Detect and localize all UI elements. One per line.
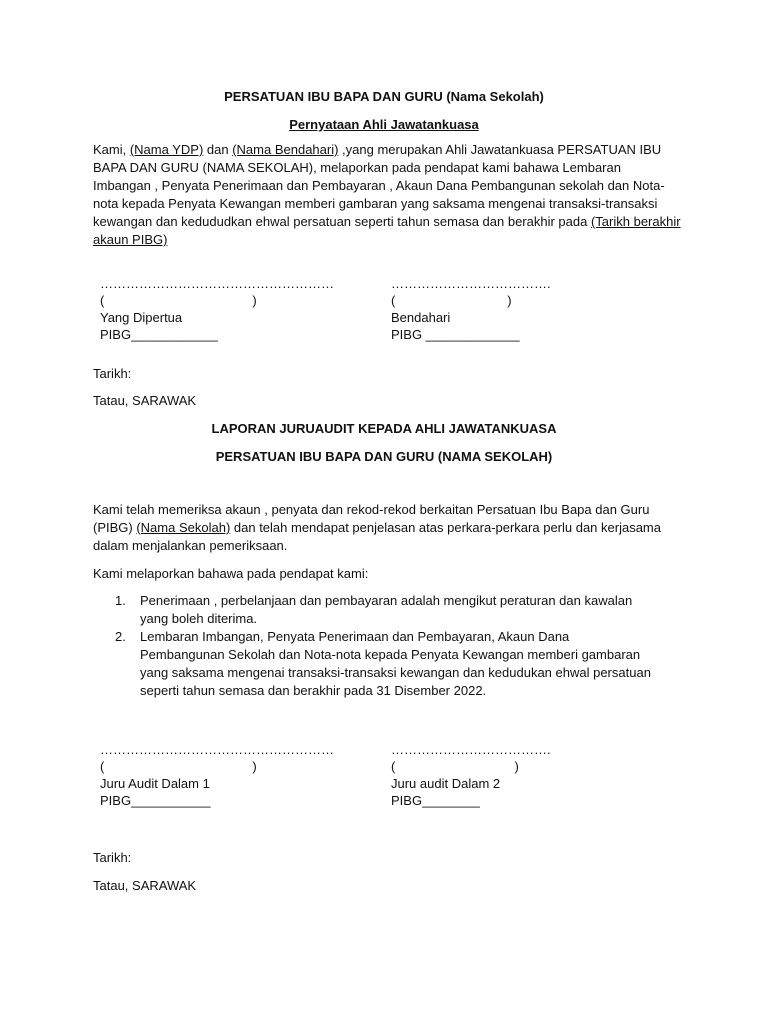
tarikh-label: Tarikh:	[93, 366, 132, 381]
signature-name-parens: ( )	[100, 759, 257, 774]
signature-block-auditor-2	[391, 741, 551, 809]
signature-org: PIBG____________	[100, 327, 218, 342]
report-intro: Kami melaporkan bahawa pada pendapat kami:	[93, 566, 369, 581]
signature-line: ………………………………………………	[100, 276, 334, 291]
signature-line: ………………………………………………	[100, 742, 334, 757]
place-label: Tatau, SARAWAK	[93, 393, 197, 408]
ydp-placeholder: (Nama YDP)	[129, 142, 204, 157]
report-title: LAPORAN JURUAUDIT KEPADA AHLI JAWATANKUASA	[211, 421, 557, 436]
signature-block-ydp	[100, 275, 334, 343]
document-title: PERSATUAN IBU BAPA DAN GURU (Nama Sekolah)	[224, 89, 544, 104]
signature-role: Bendahari	[391, 310, 451, 325]
signature-line: ……………………………….	[391, 742, 551, 757]
signature-org: PIBG _____________	[391, 327, 520, 342]
bendahari-placeholder: (Nama Bendahari)	[232, 142, 339, 157]
signature-role: Juru Audit Dalam 1	[100, 776, 210, 791]
report-subtitle: PERSATUAN IBU BAPA DAN GURU (NAMA SEKOLAH)	[215, 449, 553, 464]
place-label: Tatau, SARAWAK	[93, 878, 197, 893]
signature-line: ……………………………….	[391, 276, 551, 291]
list-item: 1. Penerimaan , perbelanjaan dan pembayaran adalah mengikut peraturan dan kawalan yang boleh diterima.	[115, 593, 633, 626]
signature-name-parens: ( )	[100, 293, 257, 308]
signature-block-bendahari	[391, 275, 551, 343]
signature-role: Yang Dipertua	[100, 310, 183, 325]
signature-name-parens: ( )	[391, 759, 519, 774]
signature-name-parens: ( )	[391, 293, 512, 308]
report-paragraph: Kami telah memeriksa akaun , penyata dan rekod-rekod berkaitan Persatuan Ibu Bapa dan Guru (PIBG) (Nama Sekolah) dan telah mendapat penjelasan atas perkara-perkara perlu dan kerjasama dalam menjalankan pemeriksaan.	[93, 502, 661, 553]
tarikh-label: Tarikh:	[93, 850, 132, 865]
signature-org: PIBG___________	[100, 793, 211, 808]
signature-org: PIBG________	[391, 793, 480, 808]
sekolah-placeholder: (Nama Sekolah)	[136, 520, 231, 535]
findings-list	[93, 592, 653, 700]
document-subtitle: Pernyataan Ahli Jawatankuasa	[289, 117, 479, 132]
signature-role: Juru audit Dalam 2	[391, 776, 501, 791]
statement-paragraph: Kami, (Nama YDP) dan (Nama Bendahari) ,yang merupakan Ahli Jawatankuasa PERSATUAN IBU BAPA DAN GURU (NAMA SEKOLAH), melaporkan pada pendapat kami bahawa Lembaran Imbangan , Penyata Penerimaan dan Pembayaran , Akaun Dana Pembangunan sekolah dan Nota-nota kepada Penyata Kewangan memberi gambaran yang saksama mengenai transaksi-transaksi kewangan dan kedududkan ehwal persatuan seperti tahun semasa dan berakhir pada (Tarikh berakhir akaun PIBG)	[93, 142, 681, 247]
tarikh-placeholder: (Tarikh berakhir akaun PIBG)	[93, 214, 681, 247]
signature-block-auditor-1	[100, 741, 334, 809]
list-item: 2. Lembaran Imbangan, Penyata Penerimaan dan Pembayaran, Akaun Dana Pembangunan Sekolah dan Nota-nota kepada Penyata Kewangan memberi gambaran yang saksama mengenai transaksi-transaksi kewangan dan kedudukan ehwal persatuan seperti tahun semasa dan berakhir pada 31 Disember 2022.	[115, 629, 651, 698]
